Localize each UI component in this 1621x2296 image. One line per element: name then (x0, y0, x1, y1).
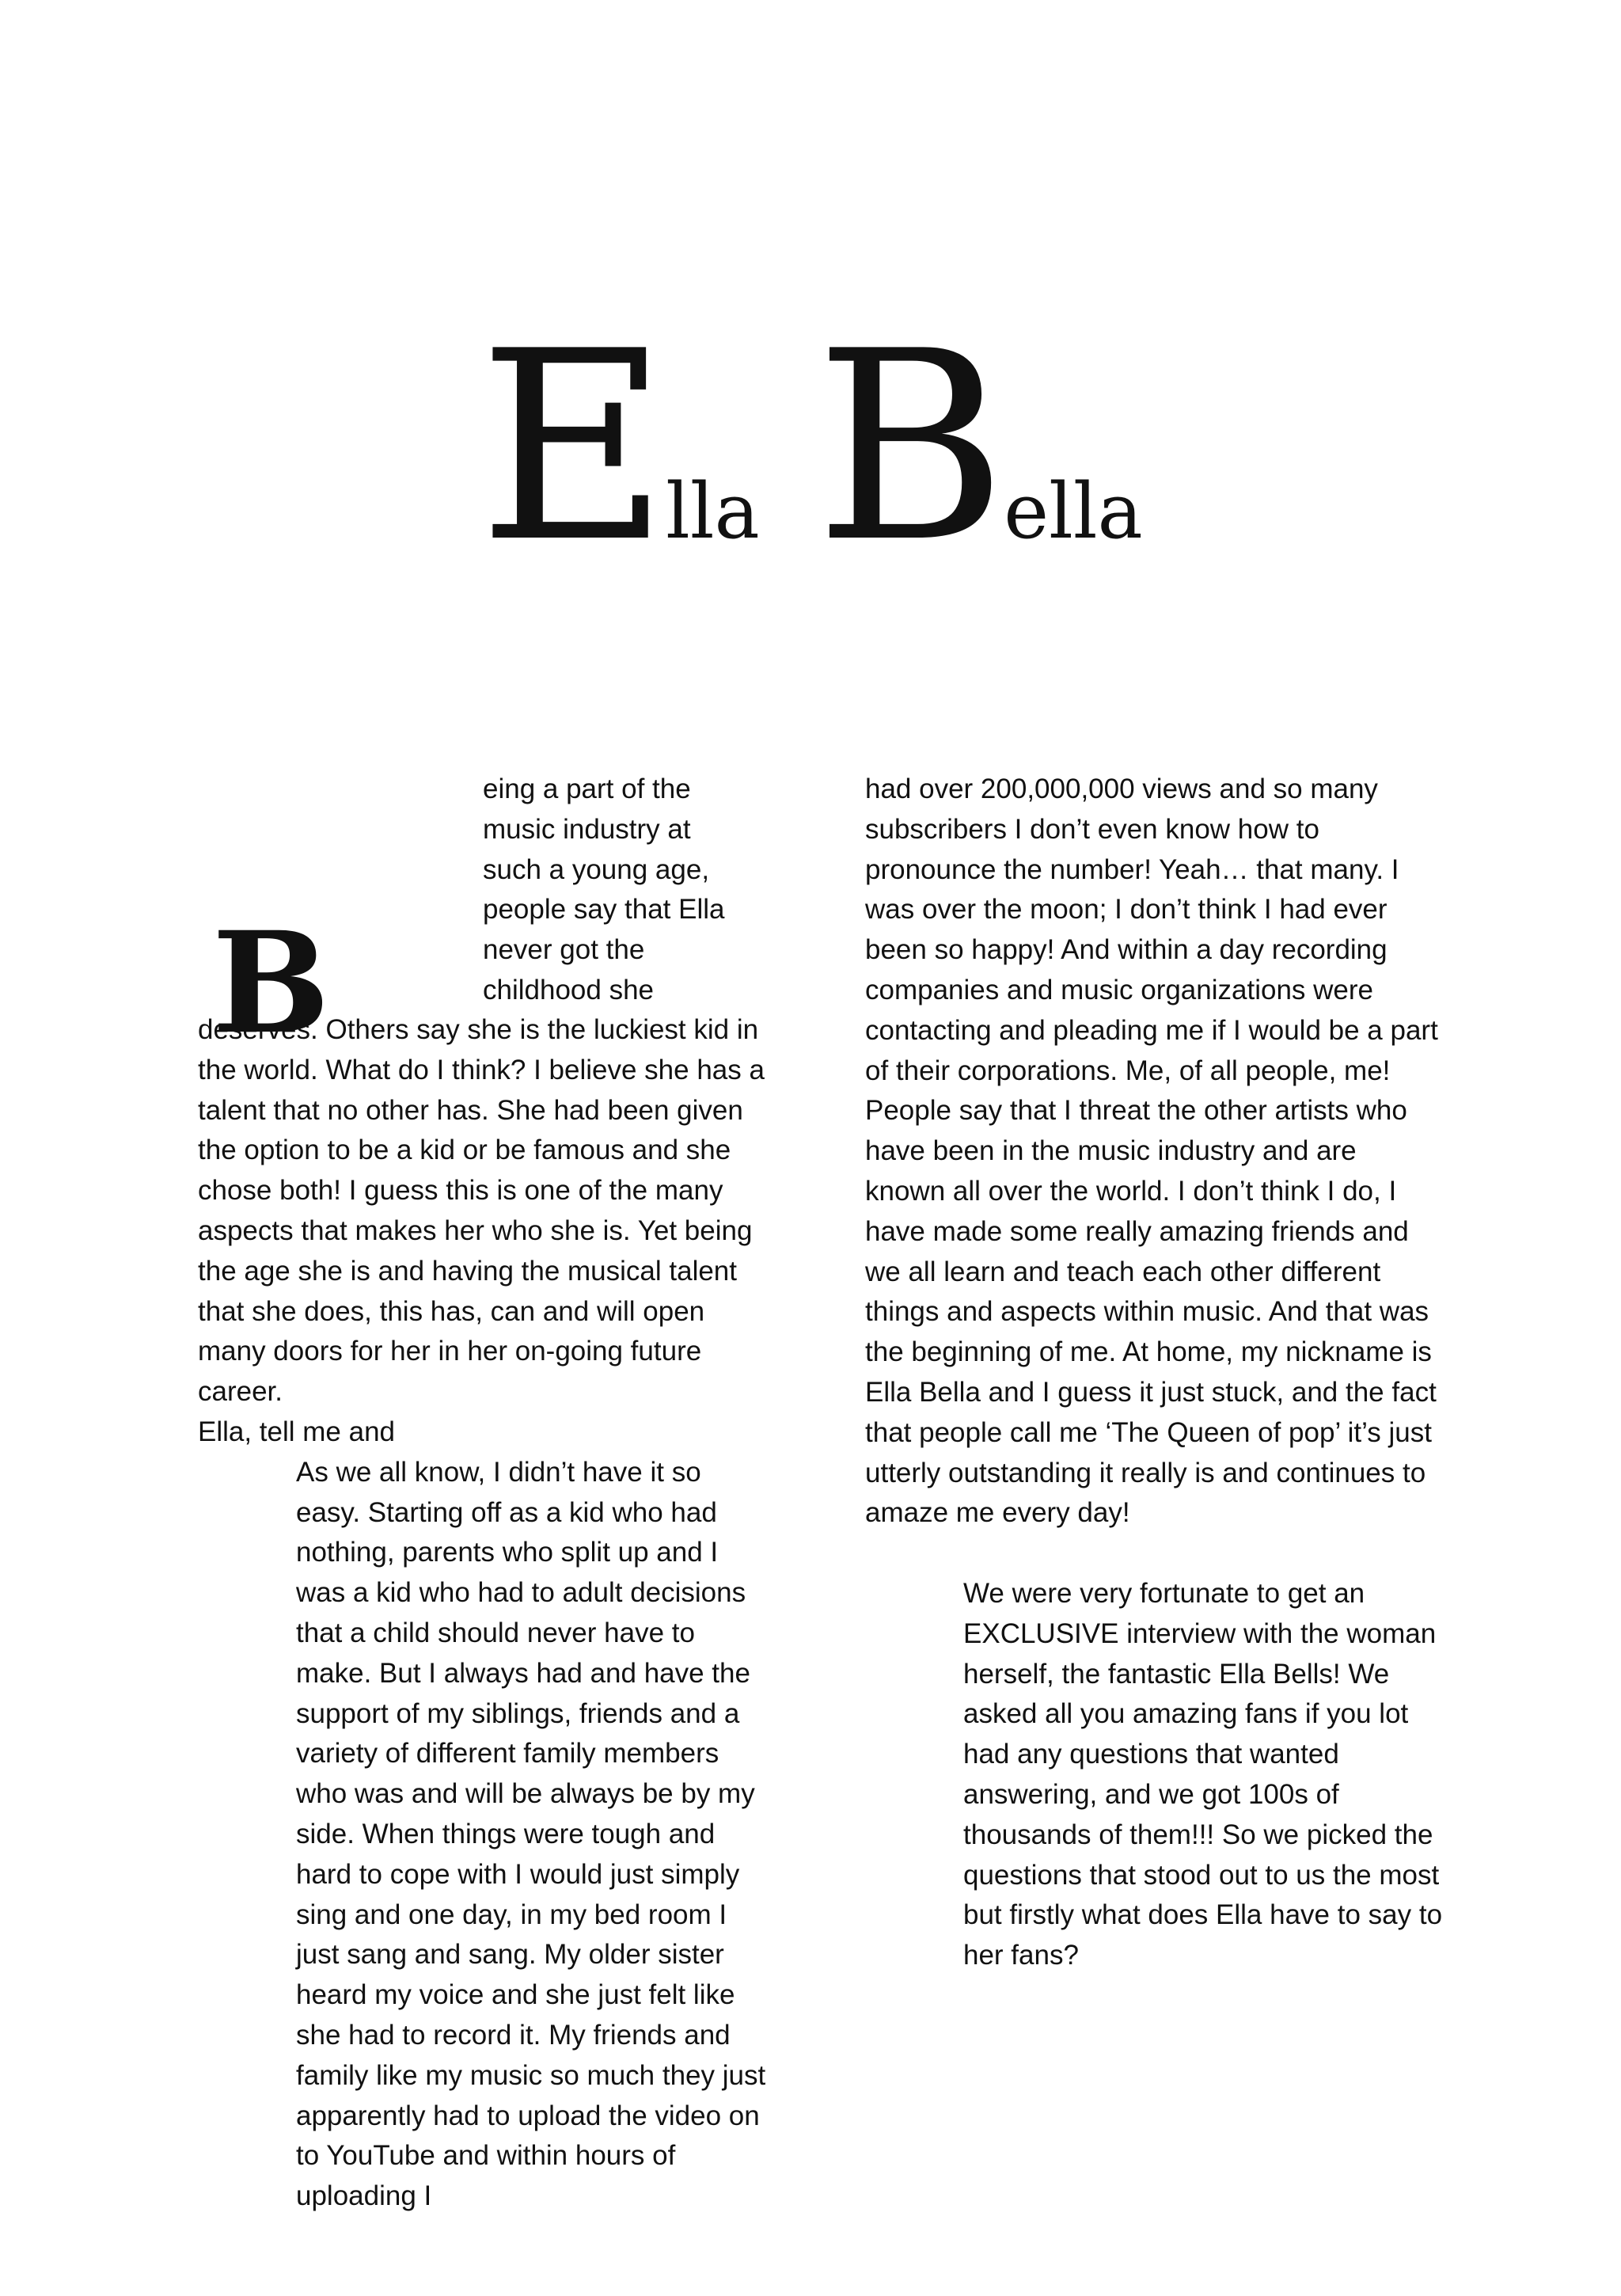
lead-line: music industry at (483, 813, 691, 845)
answer-paragraph: As we all know, I didn’t have it so easy. Starting off as a kid who had nothing, parents who split up and I was a kid who had to adult decisions that a child should never have to make. But I always had and have the support of my siblings, friends and a variety of different family members who was and will be always be by my side. When things were tough and hard to cope with I would just simply sing and one day, in my bed room I just sang and sang. My older sister heard my voice and she just felt like she had to record it. My friends and family like my music so much they just apparently had to upload the video on to YouTube and within hours of uploading I (296, 1456, 766, 2212)
title-initial-b: B (814, 295, 1004, 599)
exclusive-paragraph: We were very fortunate to get an EXCLUSIVE interview with the woman herself, the fantastic Ella Bells! We asked all you amazing fans if you lot had any questions that wanted answering, and we got 100s of thousands of them!!! So we picked the questions that stood out to us the most but firstly what does Ella have to say to her fans? (963, 1577, 1443, 1971)
intro-paragraph: deserves. Others say she is the luckiest kid in the world. What do I think? I believe she has a talent that no other has. She had been given the option to be a kid or be famous and she chose both! I guess this is one of the many aspects that makes her who she is. Yet being the age she is and having the musical talent that she does, this has, can and will open many doors for her in her on-going future career. (198, 1014, 765, 1408)
title-initial-e: E (478, 295, 666, 599)
lead-block (198, 770, 768, 1065)
lead-lines (483, 770, 768, 1011)
right-column (865, 770, 1443, 1976)
title-word2-rest: ella (1004, 467, 1143, 556)
interview-question: Ella, tell me and (198, 1416, 396, 1447)
lead-line: such a young age, (483, 853, 710, 885)
lead-line: people say that Ella (483, 894, 725, 926)
lead-line: eing a part of the (483, 774, 691, 804)
left-column (198, 770, 768, 2217)
title-word1-rest: lla (666, 467, 760, 556)
article-title (0, 295, 1621, 599)
drop-cap: B (212, 901, 330, 1065)
answer-continued-paragraph: had over 200,000,000 views and so many subscribers I don’t even know how to pronounce the number! Yeah… that many. I was over the moon; I don’t think I had ever been so happy! And within a day recording companies and music organizations were contacting and pleading me if I would be a part of their corporations. Me, of all people, me! People say that I threat the other artists who have been in the music industry and are known all over the world. I don’t think I do, I have made some really amazing friends and we all learn and teach each other different things and aspects within music. And that was the beginning of me. At home, my nickname is Ella Bella and I guess it just stuck, and the fact that people call me ‘The Queen of pop’ it’s just utterly outstanding it really is and continues to amaze me every day! (865, 774, 1438, 1529)
lead-line: never got the (483, 934, 645, 966)
lead-line: childhood she (483, 974, 654, 1005)
